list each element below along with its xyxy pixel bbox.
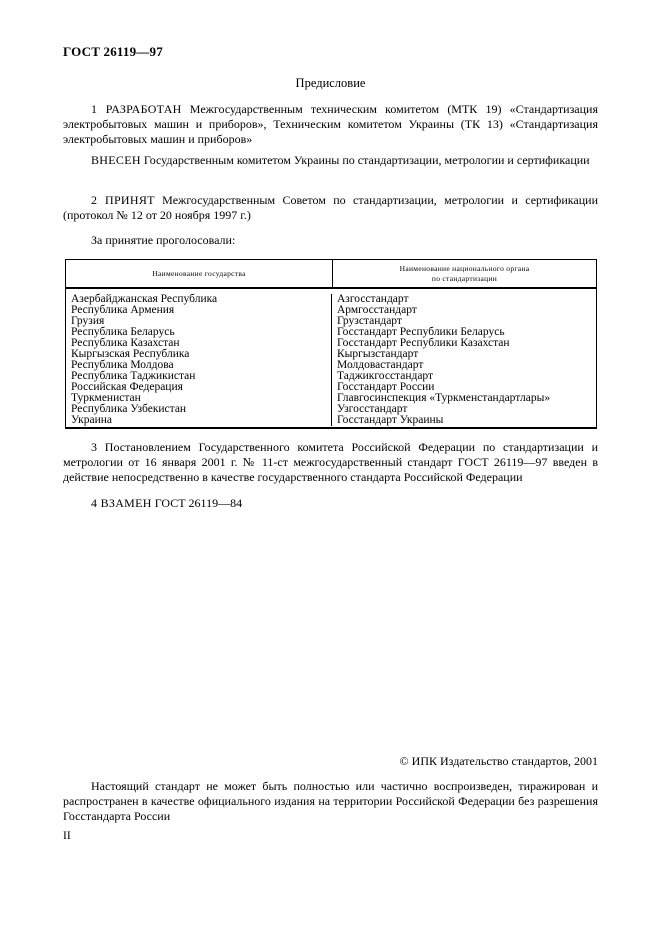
- copyright-line: © ИПК Издательство стандартов, 2001: [399, 754, 598, 768]
- national-body-cell: Азгосстандарт: [337, 293, 409, 305]
- state-cell: Грузия: [71, 315, 105, 327]
- national-body-cell: Узгосстандарт: [337, 403, 408, 415]
- paragraph-introduced-by: [63, 153, 598, 168]
- paragraph-developed-by: [63, 102, 598, 147]
- page-number: II: [63, 830, 71, 842]
- voting-table-header: [65, 259, 597, 289]
- voting-table: [65, 259, 597, 429]
- states-column: [66, 294, 332, 426]
- national-body-cell: Грузстандарт: [337, 315, 402, 327]
- national-body-cell: Армгосстандарт: [337, 304, 417, 316]
- document-code: ГОСТ 26119—97: [63, 44, 163, 59]
- national-bodies-column: [332, 294, 596, 426]
- national-body-cell: Госстандарт Украины: [337, 414, 444, 426]
- state-cell: Республика Беларусь: [71, 326, 175, 338]
- state-cell: Российская Федерация: [71, 381, 183, 393]
- state-cell: Республика Молдова: [71, 359, 174, 371]
- state-cell: Республика Казахстан: [71, 337, 180, 349]
- developed-lead: 1 РАЗРАБОТАН: [91, 102, 182, 116]
- paragraph-voted: За принятие проголосовали:: [91, 233, 236, 247]
- state-cell: Кыргызская Республика: [71, 348, 190, 360]
- state-cell: Украина: [71, 414, 112, 426]
- national-body-cell: Молдовастандарт: [337, 359, 424, 371]
- introduced-lead: ВНЕСЕН: [91, 153, 141, 167]
- state-cell: Республика Узбекистан: [71, 403, 187, 415]
- header-national-body: Наименование национального органа по стандартизации: [399, 263, 530, 283]
- national-body-cell: Кыргызстандарт: [337, 348, 419, 360]
- foreword-title: Предисловие: [295, 76, 366, 90]
- adopted-lead: 2 ПРИНЯТ: [91, 193, 155, 207]
- paragraph-replaces: [63, 496, 598, 511]
- introduced-text: Государственным комитетом Украины по стандартизации, метрологии и сертификации: [140, 153, 590, 167]
- developed-text: Межгосударственным техническим комитетом (МТК 19) «Стандартизация электробытовых машин и приборов», Техническим комитетом Украины (ТК 13) «Стандартизация электробытовых машин и приборов»: [63, 102, 598, 146]
- national-body-cell: Главгосинспекция «Туркменстандартлары»: [337, 392, 551, 404]
- state-cell: Республика Армения: [71, 304, 175, 316]
- paragraph-adopted-by: [63, 193, 598, 223]
- voting-table-body: [65, 289, 597, 429]
- national-body-cell: Таджикгосстандарт: [337, 370, 434, 382]
- replaces-lead: 4 ВЗАМЕН: [91, 496, 152, 510]
- national-body-cell: Госстандарт Республики Казахстан: [337, 337, 510, 349]
- state-cell: Республика Таджикистан: [71, 370, 196, 382]
- state-cell: Азербайджанская Республика: [71, 293, 218, 305]
- adopted-text: Межгосударственным Советом по стандартизации, метрологии и сертификации (протокол № 12 от 20 ноября 1997 г.): [63, 193, 598, 222]
- national-body-cell: Госстандарт России: [337, 381, 435, 393]
- header-state: Наименование государства: [66, 260, 333, 287]
- state-cell: Туркменистан: [71, 392, 141, 404]
- national-body-cell: Госстандарт Республики Беларусь: [337, 326, 505, 338]
- replaces-text: ГОСТ 26119—84: [151, 496, 243, 510]
- paragraph-enacted: 3 Постановлением Государственного комитета Российской Федерации по стандартизации и метрологии от 16 января 2001 г. № 11-ст межгосударственный стандарт ГОСТ 26119—97 введен в действие непосредственно в качестве государственного стандарта Российской Федерации: [63, 440, 598, 484]
- reproduction-notice: Настоящий стандарт не может быть полностью или частично воспроизведен, тиражирован и распространен в качестве официального издания на территории Российской Федерации без разрешения Госстандарта России: [63, 779, 598, 823]
